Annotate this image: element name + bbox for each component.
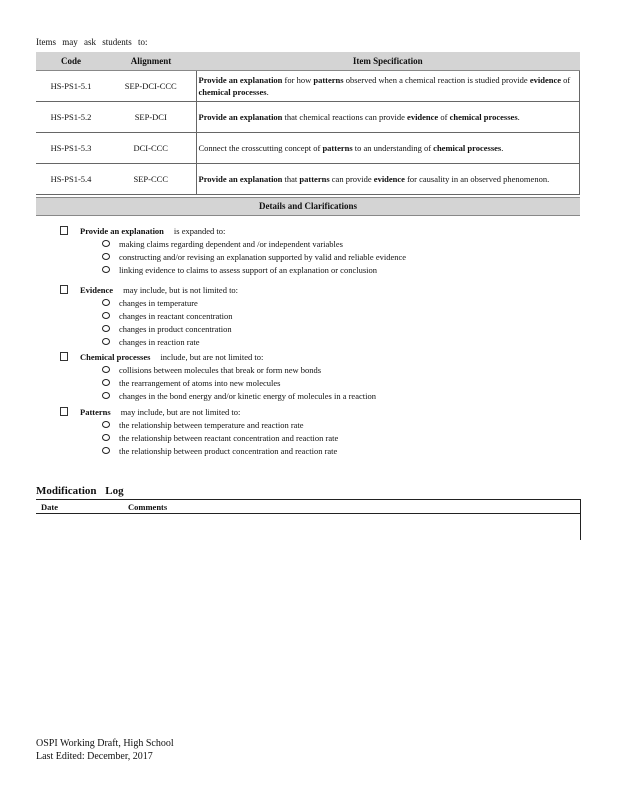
row-code: HS-PS1-5.2 xyxy=(36,102,106,133)
spec-keyword: evidence xyxy=(529,75,561,85)
circle-bullet-icon xyxy=(102,299,110,306)
table-header-row xyxy=(36,52,580,71)
spec-keyword: Provide an explanation xyxy=(198,112,283,122)
footer-line-1: OSPI Working Draft, High School xyxy=(36,738,174,749)
spec-text-part: . xyxy=(501,143,504,153)
circle-bullet-icon xyxy=(102,447,110,454)
code-header: Code xyxy=(36,52,106,71)
list-item-text: the relationship between temperature and reaction rate xyxy=(119,419,304,430)
spec-keyword: chemical processes xyxy=(449,112,518,122)
circle-bullet-icon xyxy=(102,434,110,441)
list-item-text: changes in product concentration xyxy=(119,323,232,334)
list-item xyxy=(102,322,238,335)
details-clarifications-bar: Details and Clarifications xyxy=(36,197,580,216)
clarification-heading xyxy=(60,405,338,418)
circle-bullet-icon xyxy=(102,392,110,399)
list-item-text: constructing and/or revising an explanation supported by valid and reliable evidence xyxy=(119,251,407,262)
clarification-rest: may include, but are not limited to: xyxy=(120,406,241,417)
list-item xyxy=(102,335,238,348)
clarification-block xyxy=(60,405,338,457)
modification-log-title: Modification Log xyxy=(36,485,124,497)
row-alignment: SEP-CCC xyxy=(106,164,196,195)
clarification-block xyxy=(60,224,406,276)
circle-bullet-icon xyxy=(102,338,110,345)
item-specification-table xyxy=(36,52,580,195)
list-item xyxy=(102,444,338,457)
square-bullet-icon xyxy=(60,285,68,294)
spec-text-part: for how xyxy=(282,75,314,85)
circle-bullet-icon xyxy=(102,312,110,319)
spec-text-part: observed when a chemical reaction is studied provide xyxy=(343,75,530,85)
spec-text-part: that chemical reactions can provide xyxy=(282,112,408,122)
list-item xyxy=(102,237,406,250)
circle-bullet-icon xyxy=(102,266,110,273)
row-alignment: DCI-CCC xyxy=(106,133,196,164)
list-item-text: the relationship between reactant concentration and reaction rate xyxy=(119,432,339,443)
spec-text-part: Connect the crosscutting concept of xyxy=(198,143,323,153)
row-specification xyxy=(196,71,580,102)
square-bullet-icon xyxy=(60,226,68,235)
item-specification-header: Item Specification xyxy=(196,52,580,71)
spec-keyword: patterns xyxy=(322,143,353,153)
spec-text-part: . xyxy=(517,112,520,122)
clarification-lead: Evidence xyxy=(80,284,114,295)
clarification-lead: Provide an explanation xyxy=(80,225,164,236)
list-item-text: linking evidence to claims to assess support of an explanation or conclusion xyxy=(119,264,378,275)
spec-keyword: chemical processes xyxy=(433,143,502,153)
list-item-text: the relationship between product concentration and reaction rate xyxy=(119,445,338,456)
spec-text-part: of xyxy=(438,112,450,122)
clarification-rest: may include, but is not limited to: xyxy=(123,284,239,295)
table-row xyxy=(36,71,580,102)
spec-keyword: patterns xyxy=(299,174,330,184)
row-code: HS-PS1-5.1 xyxy=(36,71,106,102)
list-item-text: making claims regarding dependent and /or independent variables xyxy=(119,238,343,249)
circle-bullet-icon xyxy=(102,325,110,332)
spec-text-part: . xyxy=(266,87,269,97)
comments-header: Comments xyxy=(128,502,168,512)
clarification-lead: Chemical processes xyxy=(80,351,151,362)
list-item-text: the rearrangement of atoms into new molecules xyxy=(119,377,281,388)
list-item-text: changes in the bond energy and/or kinetic energy of molecules in a reaction xyxy=(119,390,376,401)
spec-text-part: can provide xyxy=(329,174,374,184)
list-item xyxy=(102,418,338,431)
modification-log-table xyxy=(36,499,581,540)
spec-text-part: for causality in an observed phenomenon. xyxy=(404,174,550,184)
date-header: Date xyxy=(41,502,58,512)
list-item xyxy=(102,363,376,376)
row-code: HS-PS1-5.3 xyxy=(36,133,106,164)
row-specification xyxy=(196,102,580,133)
table-row xyxy=(36,133,580,164)
spec-keyword: Provide an explanation xyxy=(198,75,283,85)
list-item xyxy=(102,389,376,402)
spec-text-part: to an understanding of xyxy=(352,143,434,153)
list-item xyxy=(102,263,406,276)
spec-keyword: evidence xyxy=(407,112,439,122)
circle-bullet-icon xyxy=(102,240,110,247)
list-item xyxy=(102,376,376,389)
table-row xyxy=(36,102,580,133)
row-code: HS-PS1-5.4 xyxy=(36,164,106,195)
row-alignment: SEP-DCI-CCC xyxy=(106,71,196,102)
footer xyxy=(36,737,174,763)
list-item xyxy=(102,431,338,444)
clarification-block xyxy=(60,350,376,402)
clarification-rest: is expanded to: xyxy=(173,225,226,236)
list-item-text: collisions between molecules that break or form new bonds xyxy=(119,364,322,375)
list-item-text: changes in reaction rate xyxy=(119,336,200,347)
spec-keyword: patterns xyxy=(313,75,344,85)
clarification-heading xyxy=(60,224,406,237)
spec-keyword: Provide an explanation xyxy=(198,174,283,184)
circle-bullet-icon xyxy=(102,253,110,260)
spec-keyword: evidence xyxy=(373,174,405,184)
square-bullet-icon xyxy=(60,352,68,361)
square-bullet-icon xyxy=(60,407,68,416)
list-item-text: changes in reactant concentration xyxy=(119,310,233,321)
clarification-heading xyxy=(60,350,376,363)
spec-keyword: chemical processes xyxy=(198,87,267,97)
circle-bullet-icon xyxy=(102,366,110,373)
list-item xyxy=(102,250,406,263)
list-item xyxy=(102,296,238,309)
row-specification xyxy=(196,133,580,164)
spec-text-part: of xyxy=(561,75,571,85)
spec-text-part: that xyxy=(282,174,300,184)
alignment-header: Alignment xyxy=(106,52,196,71)
circle-bullet-icon xyxy=(102,379,110,386)
clarification-rest: include, but are not limited to: xyxy=(160,351,264,362)
table-body xyxy=(36,71,580,195)
row-alignment: SEP-DCI xyxy=(106,102,196,133)
footer-line-2: Last Edited: December, 2017 xyxy=(36,751,153,762)
circle-bullet-icon xyxy=(102,421,110,428)
clarification-block xyxy=(60,283,238,348)
intro-text: Items may ask students to: xyxy=(36,37,148,47)
table-row xyxy=(36,164,580,195)
list-item-text: changes in temperature xyxy=(119,297,198,308)
row-specification xyxy=(196,164,580,195)
clarification-heading xyxy=(60,283,238,296)
clarification-lead: Patterns xyxy=(80,406,111,417)
modification-log-header xyxy=(36,500,580,514)
list-item xyxy=(102,309,238,322)
